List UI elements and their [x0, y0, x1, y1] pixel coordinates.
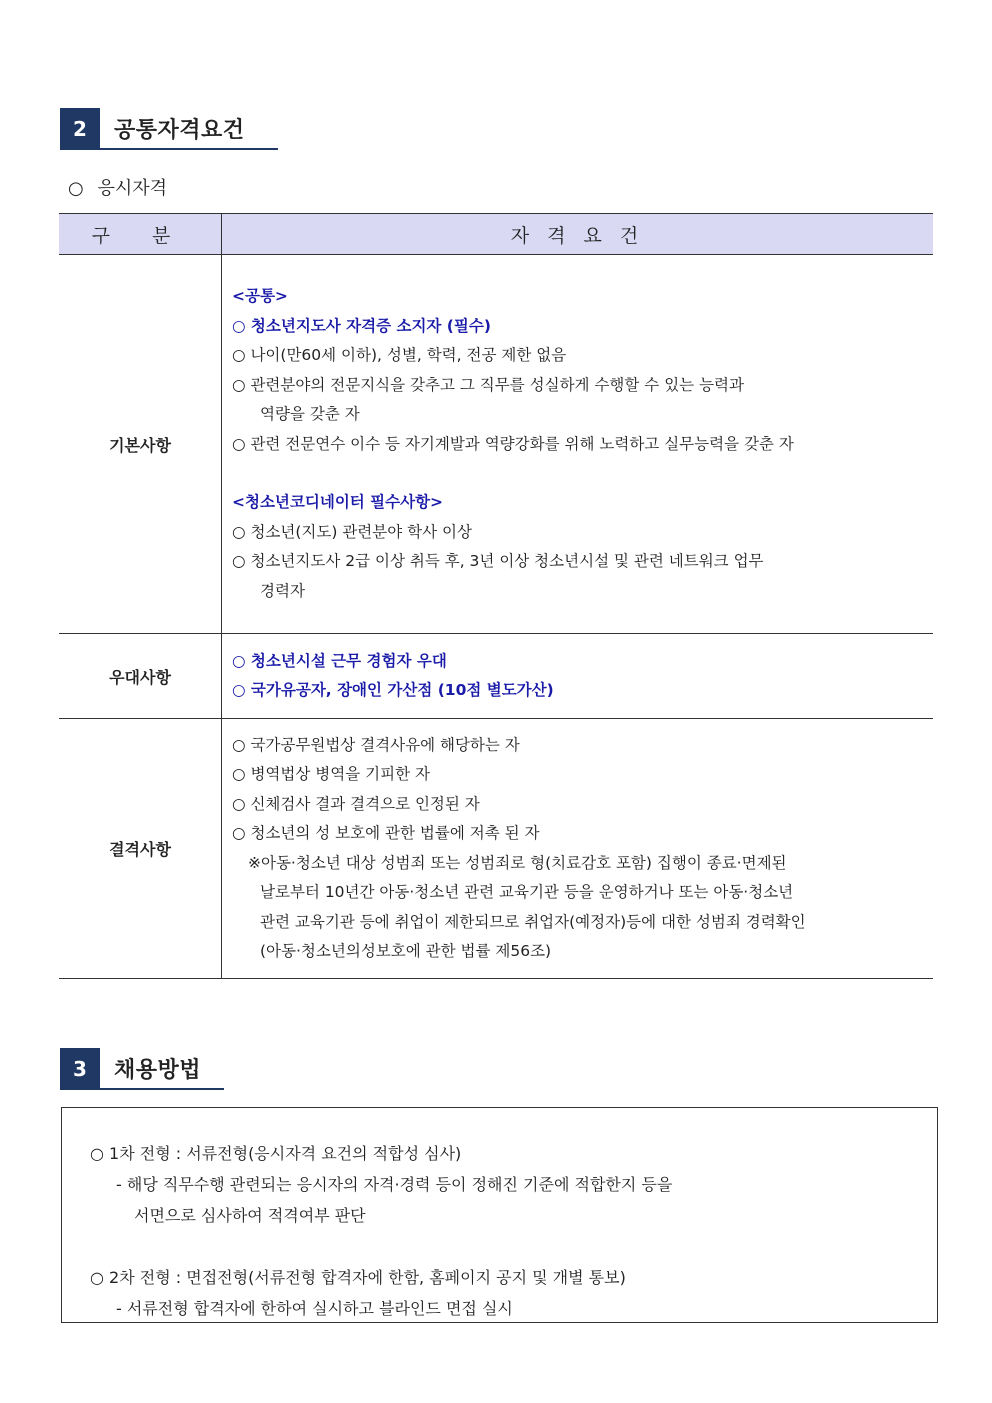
table-row: [59, 634, 933, 719]
row-content-basic: [222, 255, 934, 634]
list-item: ○ 청소년지도사 2급 이상 취득 후, 3년 이상 청소년시설 및 관련 네트워크 업무: [232, 552, 764, 570]
coordinator-title: <청소년코디네이터 필수사항>: [232, 493, 444, 511]
list-item: ○ 신체검사 결과 결격으로 인정된 자: [232, 794, 480, 813]
requirements-table: [59, 213, 933, 979]
table-header-row: [59, 214, 933, 255]
header-category: 구 분: [59, 214, 222, 255]
row-content-preference: [222, 634, 934, 719]
list-item: ○ 국가유공자, 장애인 가산점 (10점 별도가산): [232, 681, 554, 699]
section-number: 2: [60, 108, 100, 150]
note-line: 관련 교육기관 등에 취업이 제한되므로 취업자(예정자)등에 대한 성범죄 경력확인: [260, 912, 806, 931]
list-item: ○ 국가공무원법상 결격사유에 해당하는 자: [232, 735, 520, 754]
note-line: ※아동·청소년 대상 성범죄 또는 성범죄로 형(치료감호 포함) 집행이 종료·면제된: [248, 853, 787, 872]
circle-bullet-icon: ○: [68, 178, 84, 199]
method-detail: 서면으로 심사하여 적격여부 판단: [134, 1206, 366, 1225]
list-item-continued: 경력자: [260, 581, 305, 600]
common-title: <공통>: [232, 287, 288, 305]
section-title: 공통자격요건: [100, 108, 278, 150]
row-category-disqualification: 결격사항: [59, 719, 222, 979]
section-2-heading: [60, 108, 278, 150]
list-item: ○ 병역법상 병역을 기피한 자: [232, 765, 430, 783]
method-step: ○ 2차 전형 : 면접전형(서류전형 합격자에 한함, 홈페이지 공지 및 개별 통보): [90, 1268, 626, 1287]
note-line: 날로부터 10년간 아동·청소년 관련 교육기관 등을 운영하거나 또는 아동·청소년: [260, 883, 794, 901]
list-item: ○ 청소년(지도) 관련분야 학사 이상: [232, 522, 472, 541]
note-line: (아동·청소년의성보호에 관한 법률 제56조): [260, 942, 552, 960]
list-item: ○ 관련 전문연수 이수 등 자기계발과 역량강화를 위해 노력하고 실무능력을 갖춘 자: [232, 434, 794, 453]
header-requirements: 자 격 요 건: [222, 214, 934, 255]
list-item-continued: 역량을 갖춘 자: [260, 405, 360, 423]
row-content-disqualification: [222, 719, 934, 979]
section-number: 3: [60, 1048, 100, 1090]
list-item: ○ 청소년의 성 보호에 관한 법률에 저촉 된 자: [232, 824, 540, 842]
method-detail: - 해당 직무수행 관련되는 응시자의 자격·경력 등이 정해진 기준에 적합한지 등을: [116, 1175, 673, 1194]
table-row: [59, 719, 933, 979]
list-item: ○ 나이(만60세 이하), 성별, 학력, 전공 제한 없음: [232, 346, 567, 364]
subheading: [68, 174, 167, 200]
section-3-heading: [60, 1048, 224, 1090]
hiring-method-box: [61, 1107, 938, 1323]
subheading-label: 응시자격: [97, 178, 168, 199]
method-detail: - 서류전형 합격자에 한하여 실시하고 블라인드 면접 실시: [116, 1299, 513, 1318]
row-category-basic: 기본사항: [59, 255, 222, 634]
section-title: 채용방법: [100, 1048, 224, 1090]
row-category-preference: 우대사항: [59, 634, 222, 719]
method-step: ○ 1차 전형 : 서류전형(응시자격 요건의 적합성 심사): [90, 1144, 462, 1163]
list-item: ○ 관련분야의 전문지식을 갖추고 그 직무를 성실하게 수행할 수 있는 능력과: [232, 375, 744, 394]
list-item: ○ 청소년지도사 자격증 소지자 (필수): [232, 316, 491, 335]
table-row: [59, 255, 933, 634]
list-item: ○ 청소년시설 근무 경험자 우대: [232, 651, 447, 670]
